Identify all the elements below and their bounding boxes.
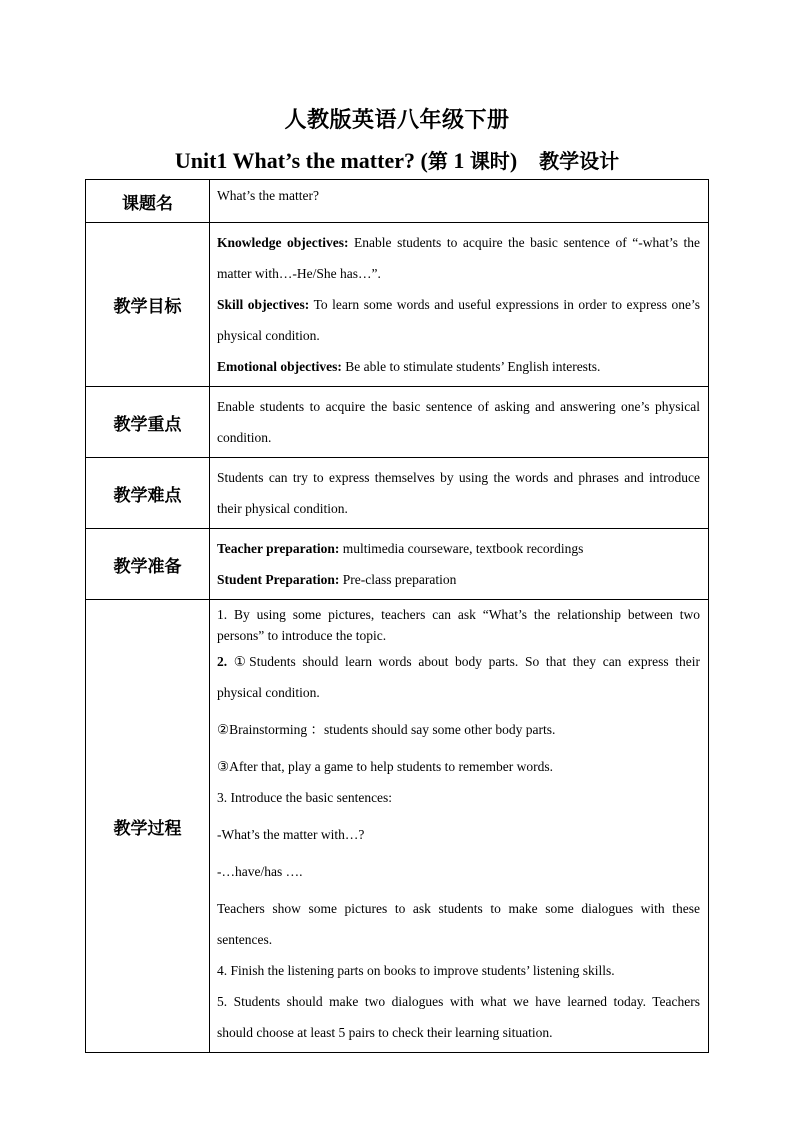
topic-label: 课题名 [86, 180, 210, 223]
document-title: 人教版英语八年级下册 [284, 108, 510, 133]
process-step-2c: ③After that, play a game to help students to remember words. [217, 759, 554, 774]
table-row [86, 600, 709, 1053]
table-row [86, 458, 709, 529]
process-sentence-answer: -…have/has …. [217, 864, 303, 879]
process-cell [210, 600, 709, 1053]
skill-text: To learn some words and useful expressions in order to express one’s physical condition. [217, 297, 701, 343]
process-sentence-question: -What’s the matter with…? [217, 827, 365, 842]
process-step-3: 3. Introduce the basic sentences: [217, 790, 393, 805]
table-row [86, 223, 709, 387]
lesson-plan-table [85, 179, 709, 1053]
process-step-2a: ①Students should learn words about body parts. So that they can express their physical condition. [217, 654, 700, 700]
topic-value: What’s the matter? [210, 180, 709, 223]
difficulties-label: 教学难点 [86, 458, 210, 529]
objectives-label: 教学目标 [86, 223, 210, 387]
subtitle-lesson-prefix: 第 [427, 149, 448, 173]
table-row [86, 180, 709, 223]
subtitle-lesson-number: 1 [447, 148, 470, 173]
process-step-3-description: Teachers show some pictures to ask students to make some dialogues with these sentences. [217, 901, 700, 947]
knowledge-label: Knowledge objectives: [217, 235, 349, 250]
student-prep-text: Pre-class preparation [339, 572, 457, 587]
subtitle-design: 教学设计 [539, 149, 620, 173]
objectives-cell [210, 223, 709, 387]
teacher-prep-label: Teacher preparation: [217, 541, 340, 556]
subtitle-lesson-suffix: 课时 [469, 149, 510, 173]
process-step-1: 1. By using some pictures, teachers can ask “What’s the relationship between two persons” to introduce the topic. [217, 607, 700, 643]
process-label: 教学过程 [86, 600, 210, 1053]
emotional-label: Emotional objectives: [217, 359, 342, 374]
table-row [86, 529, 709, 600]
process-step-2-number: 2. [217, 654, 228, 669]
emotional-text: Be able to stimulate students’ English interests. [341, 359, 601, 374]
process-step-2b: ②Brainstorming ：students should say some other body parts. [217, 722, 556, 737]
teacher-prep-text: multimedia courseware, textbook recordings [339, 541, 584, 556]
preparation-label: 教学准备 [86, 529, 210, 600]
subtitle-close: ) [509, 148, 518, 173]
document-subtitle [0, 145, 794, 174]
table-row [86, 387, 709, 458]
preparation-cell [210, 529, 709, 600]
skill-label: Skill objectives: [217, 297, 310, 312]
knowledge-text: Enable students to acquire the basic sentence of “-what’s the matter with…-He/She has…”. [217, 235, 700, 281]
student-prep-label: Student Preparation: [217, 572, 340, 587]
process-step-4: 4. Finish the listening parts on books to improve students’ listening skills. [217, 963, 615, 978]
key-points-label: 教学重点 [86, 387, 210, 458]
key-points-value: Enable students to acquire the basic sentence of asking and answering one’s physical condition. [210, 387, 709, 458]
difficulties-value: Students can try to express themselves by using the words and phrases and introduce their physical condition. [210, 458, 709, 529]
subtitle-unit: Unit1 What’s the matter? ( [174, 148, 428, 173]
process-step-5: 5. Students should make two dialogues with what we have learned today. Teachers should choose at least 5 pairs to check their learning situation. [217, 994, 700, 1040]
